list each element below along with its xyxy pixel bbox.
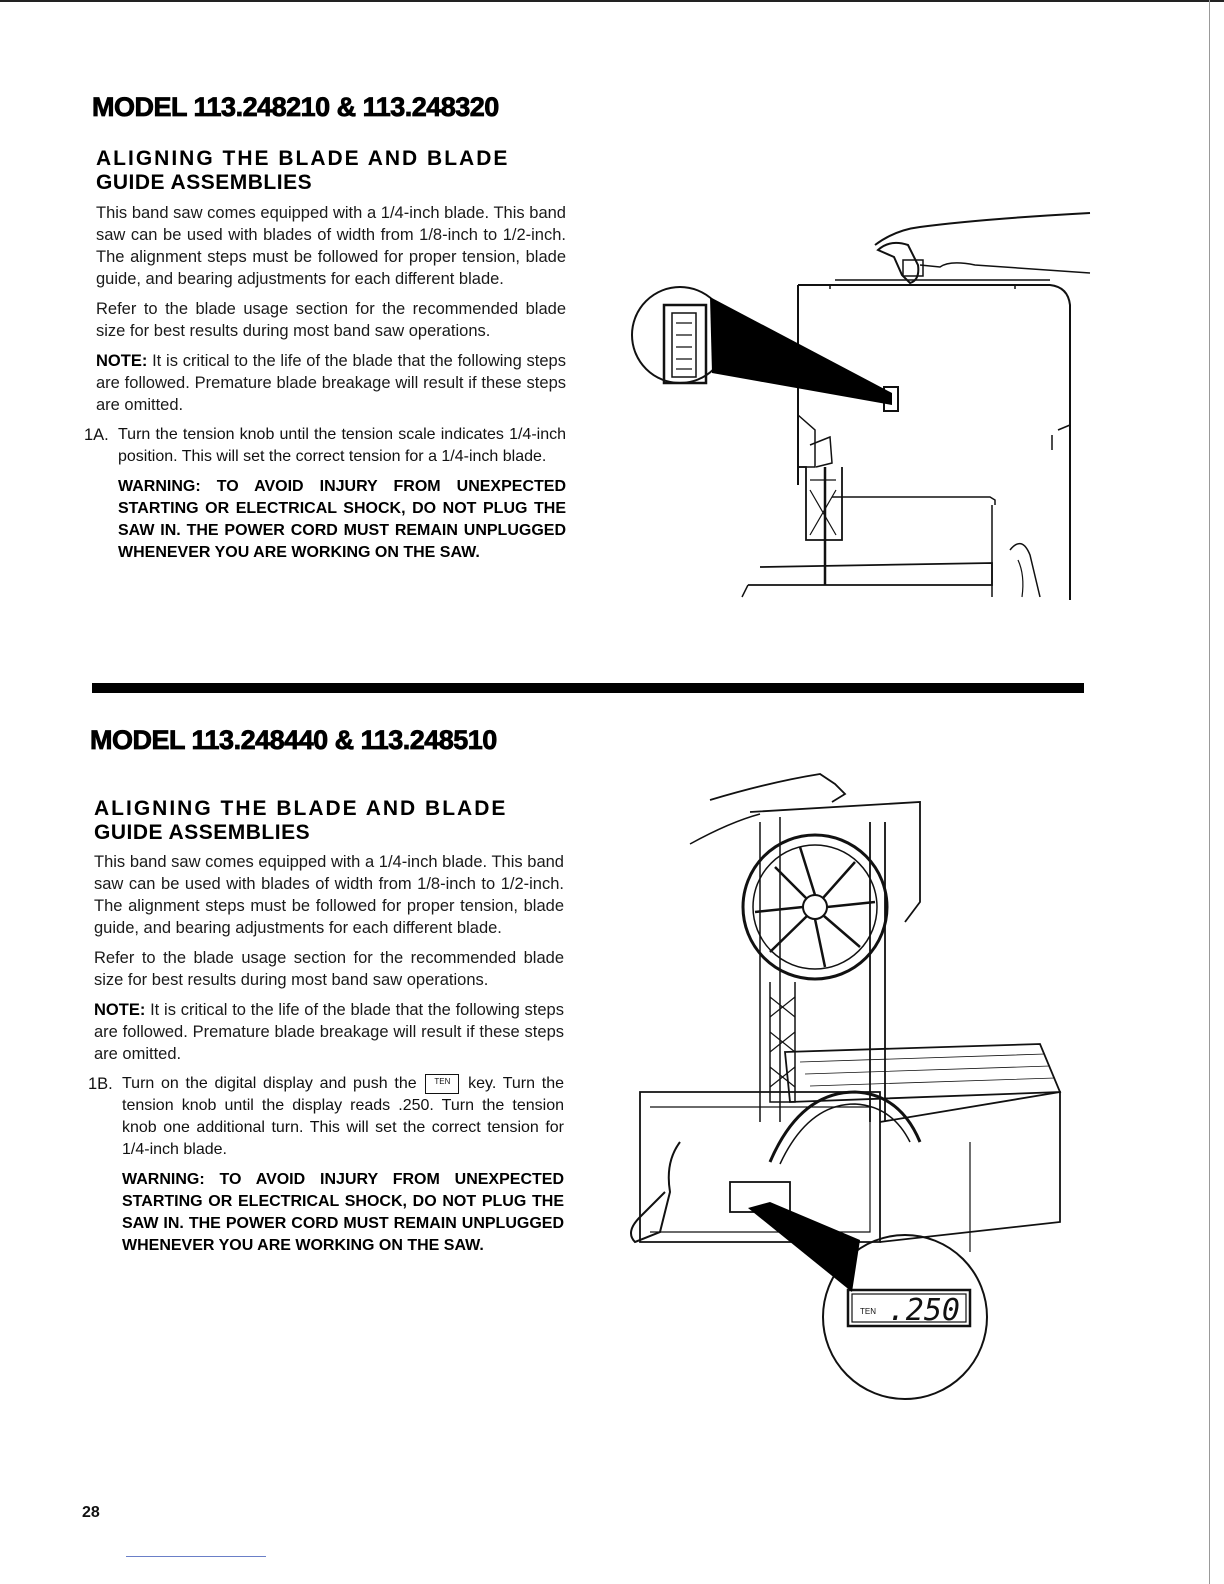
display-key-label: TEN [860,1307,876,1316]
model-heading-1: MODEL 113.248210 & 113.248320 [92,92,499,122]
magnifier-cone [748,1202,860,1292]
note-paragraph-2 [94,999,564,1065]
saw-blade-line [870,822,885,1122]
section-heading-2 [94,797,574,845]
note-paragraph-1 [96,350,566,416]
step-number: 1B. [88,1075,113,1093]
note-text: It is critical to the life of the blade that the following steps are followed. Premature blade breakage will result if these steps are omitted. [94,1001,564,1063]
note-text: It is critical to the life of the blade that the following steps are followed. Premature blade breakage will result if these steps are omitted. [96,352,566,414]
intro-paragraph-1: This band saw comes equipped with a 1/4-inch blade. This band saw can be used with blades of width from 1/8-inch to 1/2-inch. The alignment steps must be followed for proper tension, blade guide, and bearing adjustments for each different blade. [96,204,566,288]
tension-scale-figure [620,205,1100,605]
hand-arm-outline [875,213,1090,245]
page-number: 28 [82,1504,100,1521]
tension-knob-icon [903,260,923,276]
saw-table-outline [748,563,992,585]
intro-paragraph-2: This band saw comes equipped with a 1/4-inch blade. This band saw can be used with blades of width from 1/8-inch to 1/2-inch. The alignment steps must be followed for proper tension, blade guide, and bearing adjustments for each different blade. [94,853,564,937]
upper-frame-outline [750,802,920,922]
guide-post [798,467,842,540]
page-right-edge [1209,0,1210,1584]
blade-usage-paragraph-2: Refer to the blade usage section for the recommended blade size for best results during most band saw operations. [94,949,564,989]
step-number: 1A. [84,426,109,444]
ten-key-icon: TEN [425,1074,459,1094]
step-text-part-b: key. Turn the tension knob until the display reads .250. Turn the tension knob one additional turn. This will set the correct tension for 1/4-inch blade. [122,1075,565,1158]
step-1a [84,424,566,468]
step-1b [88,1073,564,1161]
note-label: NOTE: [94,1001,146,1019]
magnifier-cone [710,297,892,405]
section-2-body [88,851,565,1257]
section-divider [92,683,1084,693]
model-heading-2: MODEL 113.248440 & 113.248510 [90,725,497,755]
step-text: Turn the tension knob until the tension scale indicates 1/4-inch position. This will set the correct tension for a 1/4-inch blade. [118,426,566,465]
display-reading: .250 [887,1293,960,1328]
section-heading-1 [96,147,576,195]
section-heading-1-line1: ALIGNING THE BLADE AND BLADE [96,147,510,170]
section-heading-2-line1: ALIGNING THE BLADE AND BLADE [94,797,508,820]
section-1-body [84,202,566,564]
section-heading-1-line2: GUIDE ASSEMBLIES [96,171,313,194]
page-top-rule [0,0,1224,2]
section-heading-2-line2: GUIDE ASSEMBLIES [94,821,311,844]
upper-guide-icon [810,437,832,467]
warning-1: WARNING: TO AVOID INJURY FROM UNEXPECTED STARTING OR ELECTRICAL SHOCK, DO NOT PLUG THE SAW IN. THE POWER CORD MUST REMAIN UNPLUGGED WHENEVER YOU ARE WORKING ON THE SAW. [118,478,566,561]
warning-2: WARNING: TO AVOID INJURY FROM UNEXPECTED STARTING OR ELECTRICAL SHOCK, DO NOT PLUG THE SAW IN. THE POWER CORD MUST REMAIN UNPLUGGED WHENEVER YOU ARE WORKING ON THE SAW. [122,1171,564,1254]
blade-usage-paragraph-1: Refer to the blade usage section for the recommended blade size for best results during most band saw operations. [96,300,566,340]
hand-arm-outline [710,774,845,802]
tension-crank-icon [631,1142,680,1242]
digital-display-figure [620,762,1100,1402]
footer-link-line [126,1556,266,1557]
note-label: NOTE: [96,352,148,370]
step-text-part-a: Turn on the digital display and push the [122,1075,417,1092]
upper-wheel-icon [743,835,887,979]
step-text [122,1073,564,1161]
